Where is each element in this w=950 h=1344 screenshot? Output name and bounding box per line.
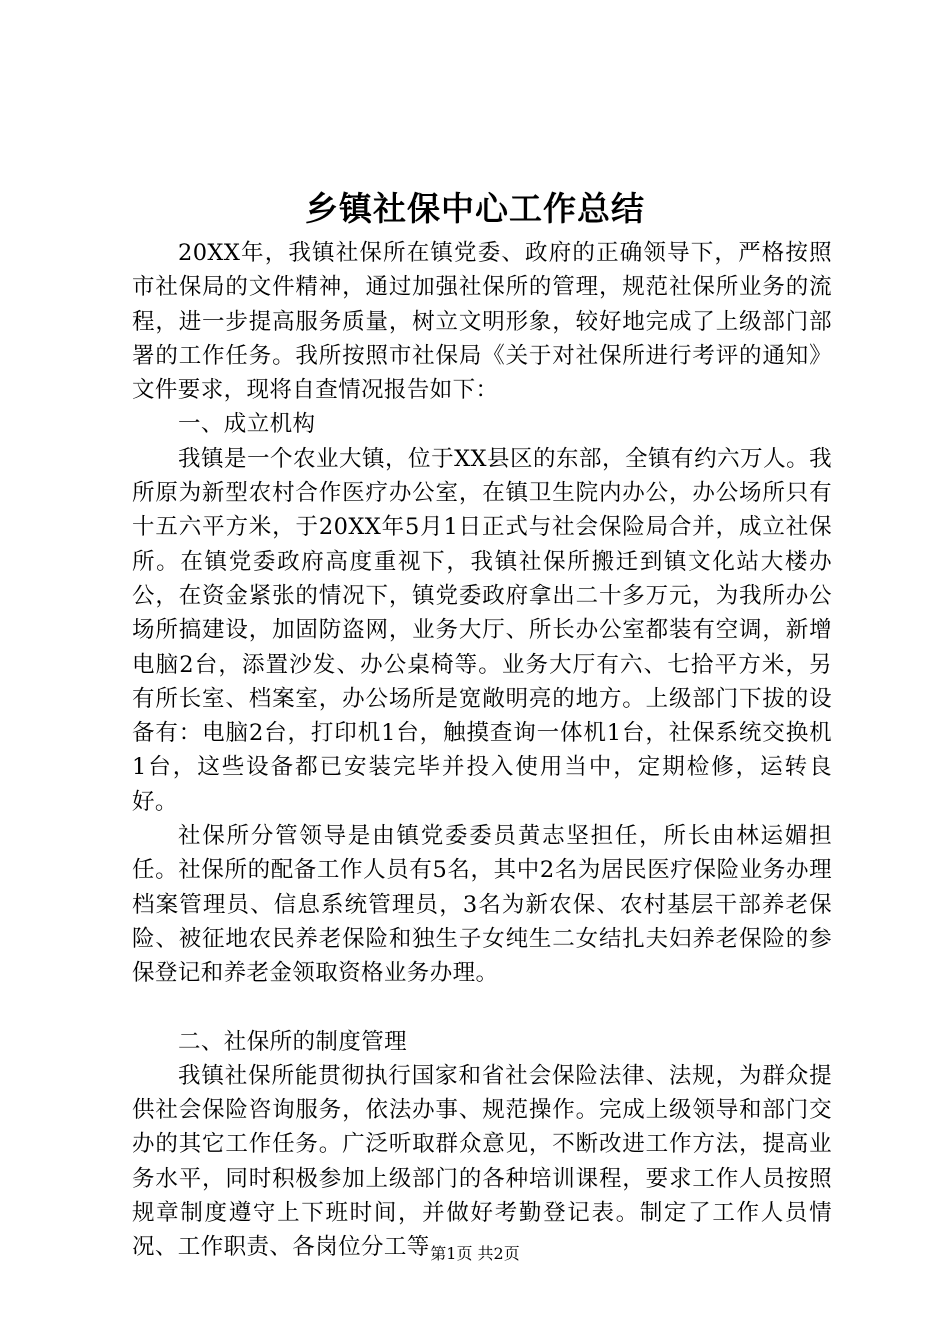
section-heading-1: 一、成立机构	[178, 411, 316, 438]
intro-paragraph: 20XX年，我镇社保所在镇党委、政府的正确领导下，严格按照市社保局的文件精神，通过加强社保所的管理，规范社保所业务的流程，进一步提高服务质量，树立文明形象，较好地完成了上级部门部署的工作任务。我所按照市社保局《关于对社保所进行考评的通知》文件要求，现将自查情况报告如下：	[132, 240, 832, 404]
document-title: 乡镇社保中心工作总结	[305, 189, 645, 228]
section-1-paragraph-1: 我镇是一个农业大镇，位于XX县区的东部，全镇有约六万人。我所原为新型农村合作医疗办公室，在镇卫生院内办公，办公场所只有十五六平方米，于20XX年5月1日正式与社会保险局合并，成立社保所。在镇党委政府高度重视下，我镇社保所搬迁到镇文化站大楼办公，在资金紧张的情况下，镇党委政府拿出二十多万元，为我所办公场所搞建设，加固防盗网，业务大厅、所长办公室都装有空调，新增电脑2台，添置沙发、办公桌椅等。业务大厅有六、七拾平方米，另有所长室、档案室，办公场所是宽敞明亮的地方。上级部门下拔的设备有：电脑2台，打印机1台，触摸查询一体机1台，社保系统交换机1台，这些设备都已安装完毕并投入使用当中，定期检修，运转良好。	[132, 445, 832, 815]
section-2-paragraph-1: 我镇社保所能贯彻执行国家和省社会保险法律、法规，为群众提供社会保险咨询服务，依法办事、规范操作。完成上级领导和部门交办的其它工作任务。广泛听取群众意见，不断改进工作方法，提高业务水平，同时积极参加上级部门的各种培训课程，要求工作人员按照规章制度遵守上下班时间，并做好考勤登记表。制定了工作人员情况、工作职责、各岗位分工等	[132, 1062, 832, 1261]
document-body	[132, 236, 832, 1265]
paragraph-spacer	[132, 991, 832, 1025]
section-heading-2: 二、社保所的制度管理	[178, 1028, 408, 1055]
section-1-paragraph-2: 社保所分管领导是由镇党委委员黄志坚担任，所长由林运媚担任。社保所的配备工作人员有5名，其中2名为居民医疗保险业务办理档案管理员、信息系统管理员，3名为新农保、农村基层干部养老保险、被征地农民养老保险和独生子女纯生二女结扎夫妇养老保险的参保登记和养老金领取资格业务办理。	[132, 823, 832, 987]
page-footer: 第1页 共2页	[430, 1244, 520, 1263]
